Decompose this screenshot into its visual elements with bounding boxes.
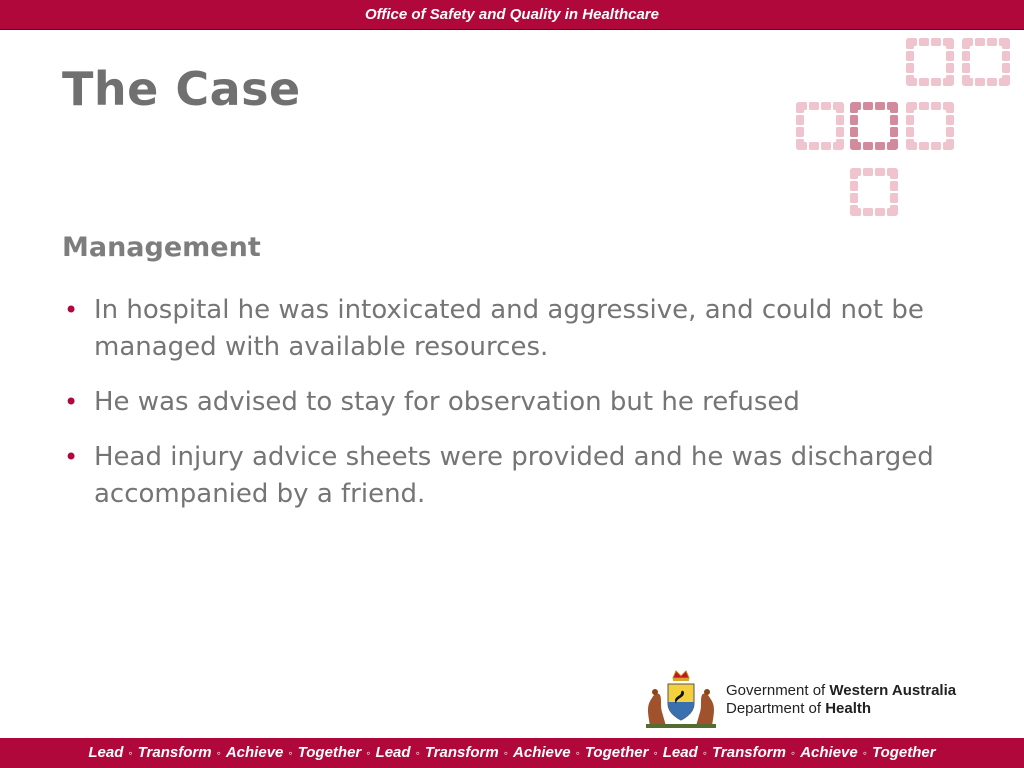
dotted-square-icon — [906, 102, 954, 150]
dotted-square-icon — [850, 102, 898, 150]
footer-word: Lead — [88, 744, 124, 761]
gov-line2-prefix: Department of — [726, 700, 826, 717]
top-banner — [0, 0, 1024, 30]
footer-word: Together — [584, 744, 649, 761]
wa-coat-of-arms-icon — [640, 668, 722, 730]
dotted-square-icon — [962, 38, 1010, 86]
bullet-item: • Head injury advice sheets were provided and he was discharged accompanied by a friend. — [62, 439, 962, 513]
wa-health-logo — [640, 668, 1015, 730]
section-heading: Management — [62, 232, 261, 263]
footer-separator: ◦ — [503, 746, 509, 760]
dotted-square-icon — [796, 102, 844, 150]
footer-separator: ◦ — [366, 746, 371, 760]
footer-word: Achieve — [225, 744, 284, 761]
footer-separator: ◦ — [216, 746, 221, 760]
bullet-item: • He was advised to stay for observation but he refused — [62, 384, 962, 421]
slide-title: The Case — [62, 62, 301, 116]
footer-separator: ◦ — [862, 746, 867, 760]
dotted-square-icon — [850, 168, 898, 216]
footer-separator: ◦ — [702, 746, 707, 760]
footer-word: Together — [297, 744, 362, 761]
footer-word: Transform — [137, 744, 212, 761]
footer-separator: ◦ — [790, 746, 796, 760]
bottom-banner — [0, 738, 1024, 768]
footer-word: Lead — [662, 744, 698, 761]
gov-line2-bold: Health — [825, 700, 872, 717]
footer-word: Achieve — [800, 744, 858, 761]
footer-word: Together — [872, 744, 936, 761]
bullet-list — [62, 292, 962, 531]
footer-word: Achieve — [513, 744, 571, 761]
banner-text: Office of Safety and Quality in Healthcare — [365, 6, 659, 23]
dotted-squares-pattern-icon — [780, 30, 1020, 240]
footer-separator: ◦ — [288, 746, 293, 760]
footer-separator: ◦ — [415, 746, 420, 760]
footer-separator: ◦ — [575, 746, 580, 760]
bullet-item: • In hospital he was intoxicated and aggressive, and could not be managed with available resources. — [62, 292, 962, 366]
dotted-square-icon — [906, 38, 954, 86]
gov-line1-bold: Western Australia — [829, 682, 957, 699]
gov-text — [726, 682, 956, 718]
footer-word: Transform — [424, 744, 499, 761]
footer-word: Transform — [712, 744, 786, 761]
gov-line1-prefix: Government of — [726, 682, 830, 699]
footer-word: Lead — [375, 744, 411, 761]
footer-separator: ◦ — [128, 746, 133, 760]
footer-separator: ◦ — [653, 746, 658, 760]
